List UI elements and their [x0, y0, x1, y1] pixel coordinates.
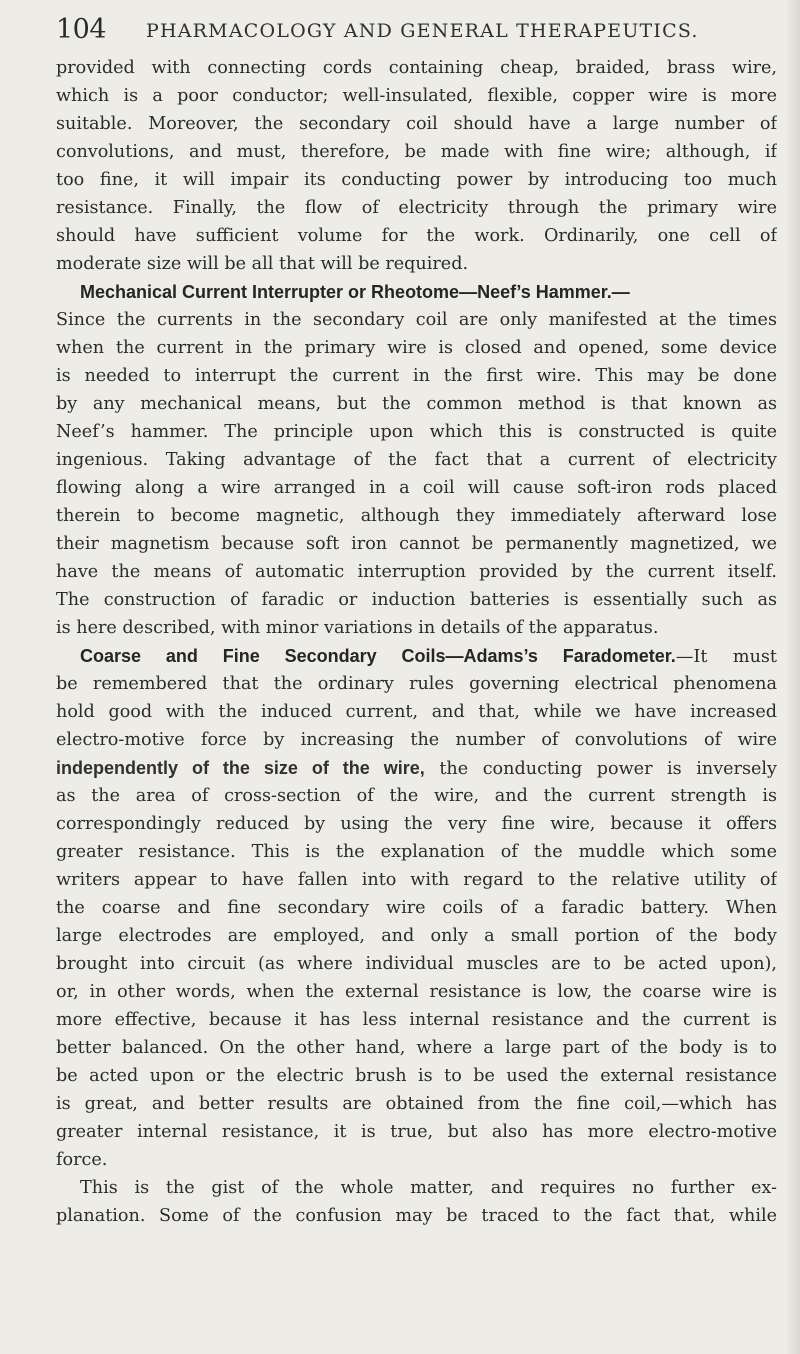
- text-line: electro-motive force by increasing the number of convolutions of wire: [56, 730, 777, 750]
- text-line: too fine, it will impair its conducting power by introducing too much: [56, 170, 777, 190]
- section-heading-line: [56, 278, 777, 306]
- section-heading-coils: Coarse and Fine Secondary Coils—Adams’s Faradometer.: [80, 646, 676, 666]
- text-line: is great, and better results are obtained from the fine coil,—which has: [56, 1094, 777, 1114]
- text-line: The construction of faradic or induction batteries is essentially such as: [56, 590, 777, 610]
- page-edge-shadow: [786, 0, 800, 1354]
- running-title: PHARMACOLOGY AND GENERAL THERAPEUTICS.: [146, 20, 699, 42]
- text-line: their magnetism because soft iron cannot be permanently magnetized, we: [56, 534, 777, 554]
- text-line: by any mechanical means, but the common method is that known as: [56, 394, 777, 414]
- running-head: [56, 14, 776, 48]
- text-line: planation. Some of the confusion may be traced to the fact that, while: [56, 1206, 777, 1226]
- heading-tail-text: —It must: [675, 647, 777, 667]
- body-text: [56, 54, 777, 1230]
- text-line: flowing along a wire arranged in a coil will cause soft-iron rods placed: [56, 478, 777, 498]
- text-line: be remembered that the ordinary rules governing electrical phenomena: [56, 674, 777, 694]
- text-line: which is a poor conductor; well-insulated, flexible, copper wire is more: [56, 86, 777, 106]
- text-line: or, in other words, when the external resistance is low, the coarse wire is: [56, 982, 777, 1002]
- text-line: This is the gist of the whole matter, and requires no further ex-: [80, 1178, 777, 1198]
- text-line: correspondingly reduced by using the very fine wire, because it offers: [56, 814, 777, 834]
- text-line: suitable. Moreover, the secondary coil should have a large number of: [56, 114, 777, 134]
- text-line: better balanced. On the other hand, where a large part of the body is to: [56, 1038, 777, 1058]
- text-line: therein to become magnetic, although they immediately afterward lose: [56, 506, 777, 526]
- emphasis-text: independently of the size of the wire,: [56, 758, 425, 778]
- text-line: convolutions, and must, therefore, be made with fine wire; although, if: [56, 142, 777, 162]
- text-line: Neef’s hammer. The principle upon which this is constructed is quite: [56, 422, 777, 442]
- text-line: provided with connecting cords containing cheap, braided, brass wire,: [56, 58, 777, 78]
- text-line: should have sufficient volume for the work. Ordinarily, one cell of: [56, 226, 777, 246]
- section-heading-rheotome: Mechanical Current Interrupter or Rheotome—Neef’s Hammer.—: [80, 282, 630, 302]
- text-line: large electrodes are employed, and only a small portion of the body: [56, 926, 777, 946]
- section-heading-line: [56, 642, 777, 670]
- text-line: is needed to interrupt the current in the first wire. This may be done: [56, 366, 777, 386]
- text-line: as the area of cross-section of the wire, and the current strength is: [56, 786, 777, 806]
- text-line: hold good with the induced current, and that, while we have increased: [56, 702, 777, 722]
- emphasis-line: [56, 754, 777, 782]
- text-line: the coarse and fine secondary wire coils of a faradic battery. When: [56, 898, 777, 918]
- text-line: writers appear to have fallen into with regard to the relative utility of: [56, 870, 777, 890]
- text-line: brought into circuit (as where individual muscles are to be acted upon),: [56, 954, 777, 974]
- text-line: resistance. Finally, the flow of electricity through the primary wire: [56, 198, 777, 218]
- text-line: when the current in the primary wire is closed and opened, some device: [56, 338, 777, 358]
- text-line: is here described, with minor variations in details of the apparatus.: [56, 618, 659, 638]
- text-line: be acted upon or the electric brush is to be used the external resistance: [56, 1066, 777, 1086]
- text-line: ingenious. Taking advantage of the fact that a current of electricity: [56, 450, 777, 470]
- text-line: Since the currents in the secondary coil are only manifested at the times: [56, 310, 777, 330]
- text-line: greater internal resistance, it is true, but also has more electro-motive: [56, 1122, 777, 1142]
- text-line: moderate size will be all that will be required.: [56, 254, 469, 274]
- text-line: force.: [56, 1150, 108, 1170]
- page-number: 104: [56, 14, 107, 45]
- text-line: greater resistance. This is the explanation of the muddle which some: [56, 842, 777, 862]
- text-line: have the means of automatic interruption provided by the current itself.: [56, 562, 777, 582]
- text-line: more effective, because it has less internal resistance and the current is: [56, 1010, 777, 1030]
- emphasis-line-rest: the conducting power is inversely: [424, 759, 777, 779]
